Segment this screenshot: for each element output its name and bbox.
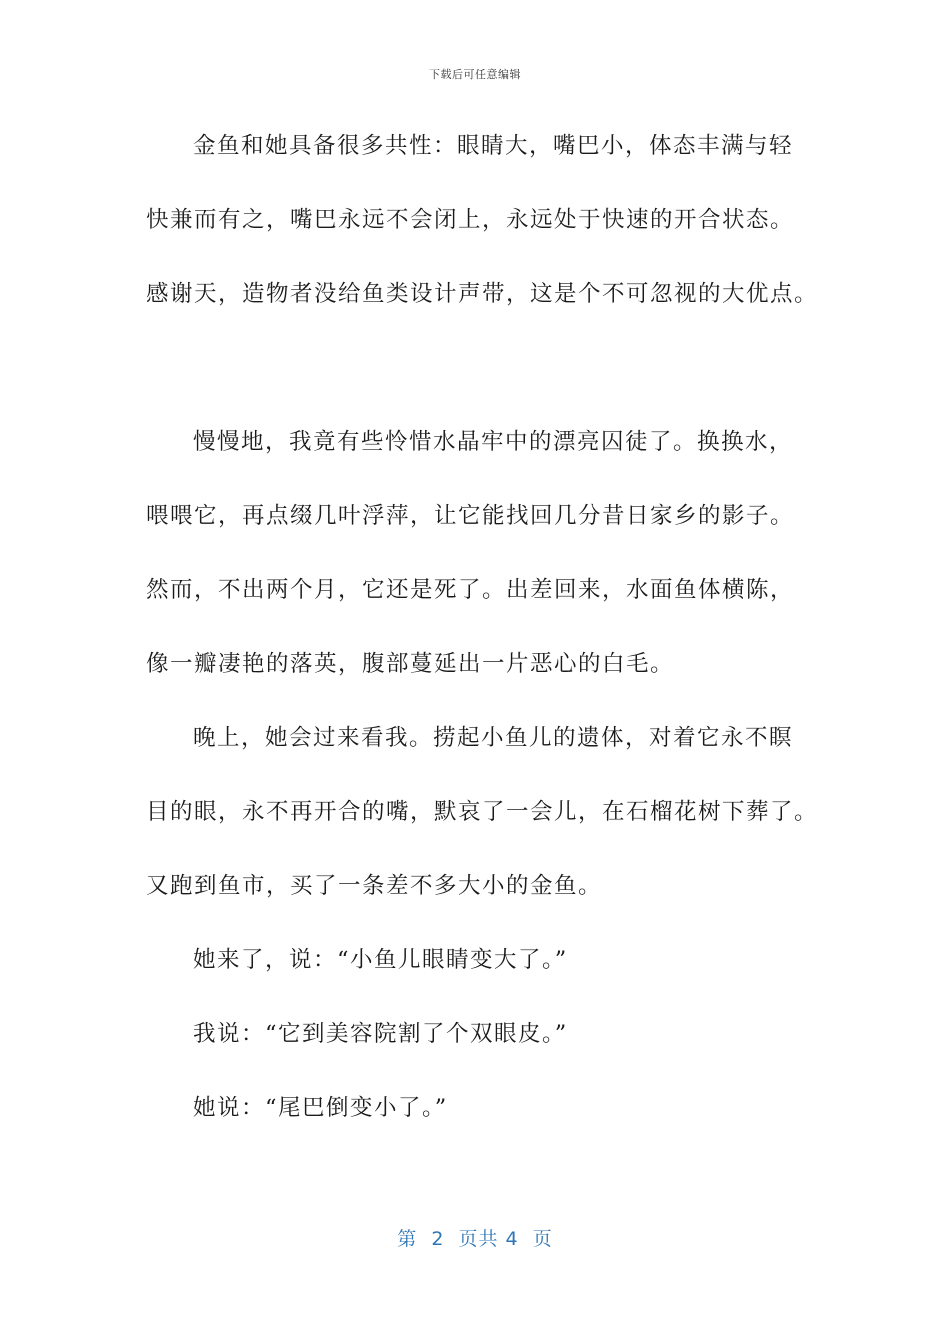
paragraph-line: 喂喂它，再点缀几叶浮萍，让它能找回几分昔日家乡的影子。 [146, 503, 795, 529]
paragraph-line: 晚上，她会过来看我。捞起小鱼儿的遗体，对着它永不瞑 [193, 725, 794, 751]
paragraph-line: 像一瓣凄艳的落英，腹部蔓延出一片恶心的白毛。 [146, 651, 675, 677]
paragraph-spacer [146, 350, 816, 424]
paragraph-line: 快兼而有之，嘴巴永远不会闭上，永远处于快速的开合状态。 [146, 207, 795, 233]
paragraph-line: 又跑到鱼市，买了一条差不多大小的金鱼。 [146, 873, 603, 899]
paragraph-line: 慢慢地，我竟有些怜惜水晶牢中的漂亮囚徒了。换换水， [193, 429, 794, 455]
paragraph-line: 感谢天，造物者没给鱼类设计声带，这是个不可忽视的大优点。 [146, 281, 819, 307]
paragraph-line: 她来了，说：“小鱼儿眼睛变大了。” [193, 947, 568, 973]
paragraph-line: 她说：“尾巴倒变小了。” [193, 1095, 448, 1121]
paragraph-line: 然而，不出两个月，它还是死了。出差回来，水面鱼体横陈， [146, 577, 795, 603]
paragraph-line: 金鱼和她具备很多共性：眼睛大，嘴巴小，体态丰满与轻 [193, 133, 794, 159]
document-header-note: 下载后可任意编辑 [429, 68, 521, 81]
paragraph-line: 目的眼，永不再开合的嘴，默哀了一会儿，在石榴花树下葬了。 [146, 799, 819, 825]
paragraph-line: 我说：“它到美容院割了个双眼皮。” [193, 1021, 568, 1047]
document-body [146, 128, 819, 1164]
page-number-footer: 第 2 页共 4 页 [397, 1228, 553, 1250]
